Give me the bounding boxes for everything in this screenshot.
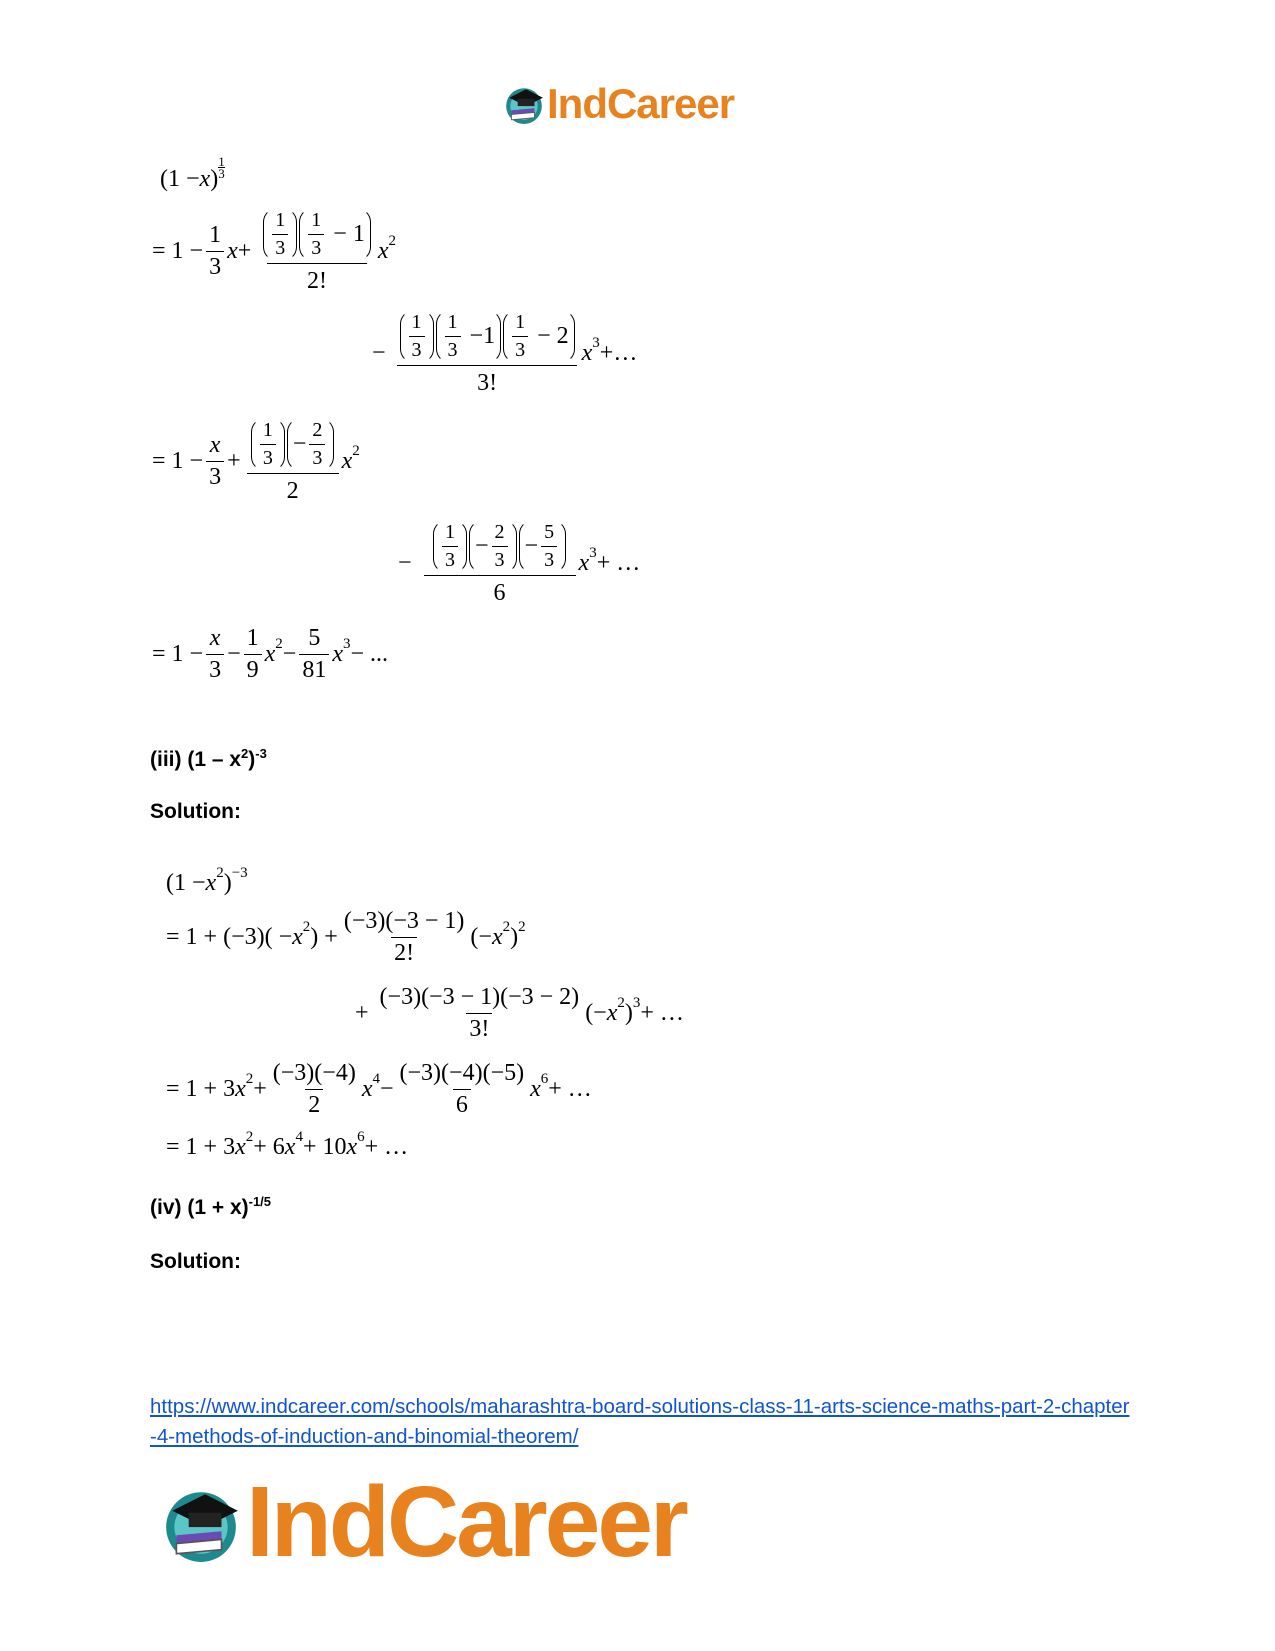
graduation-cap-globe-icon: [160, 1482, 242, 1564]
graduation-cap-globe-icon: [503, 83, 545, 125]
solution-label-iii: Solution:: [150, 800, 241, 823]
question-iv: (iv) $(1 + x)^{-1/5}$: [150, 1194, 272, 1219]
logo-wordmark: IndCareer: [246, 1466, 686, 1578]
source-link[interactable]: https://www.indcareer.com/schools/maharashtra-board-solutions-class-11-arts-science-maths-part-2-chapter-4-methods-of-induction-and-binomial-theorem/: [150, 1395, 1130, 1448]
math-iii-line-5: = 1 + 3 x 2 + 6 x 4 + 10 x 6 + …: [166, 1129, 409, 1160]
math-line-6: = 1 − $\frac{x}{3}$ − $\frac{1}{9}$ x 2 − $\frac{5}{81}$ x 3 − ...: [152, 625, 389, 683]
indcareer-logo-top: [503, 80, 734, 128]
question-iii: (iii) $(1 - x^2)^{-3}$: [150, 746, 267, 771]
math-line-4: = 1 − $\frac{x}{3}$ + $\frac{1}{3}$ − $\frac{2}{3}$ 2 x 2: [152, 419, 360, 504]
solution-label-iv: Solution:: [150, 1250, 241, 1273]
math-line-2: = 1 − $\frac{1}{3}$ x + $\frac{1}{3}$ $\frac{1}{3}$ − 1 2! x 2: [152, 209, 396, 294]
math-iii-line-4: = 1 + 3 x 2 + $\frac{(-3)(-4)}{2}$ x 4 − $\frac{(-3)(-4)(-5)}{6}$ x 6 + …: [166, 1060, 592, 1118]
math-line-5: − $\frac{1}{3}$ − $\frac{2}{3}$ − $\frac{5}{3}$ 6 x 3 + …: [398, 521, 641, 606]
math-iii-line-3: + $\frac{(-3)(-3 - 1)(-3 - 2)}{3!}$ (− x 2 ) 3 + …: [355, 984, 684, 1042]
math-iii-line-2: = 1 + (−3)( − x 2 ) + $\frac{(-3)(-3 - 1)}{2!}$ (− x 2 ) 2: [166, 908, 526, 966]
math-line-3: − $\frac{1}{3}$ $\frac{1}{3}$ −1 $\frac{1}{3}$ − 2 3! x 3 +…: [372, 311, 638, 396]
indcareer-logo-bottom: [160, 1465, 686, 1580]
math-iii-line-1: (1 − x 2 ) −3: [166, 865, 248, 896]
math-line-1: (1 − x ) 1 3: [160, 154, 225, 192]
logo-wordmark: IndCareer: [547, 80, 735, 127]
